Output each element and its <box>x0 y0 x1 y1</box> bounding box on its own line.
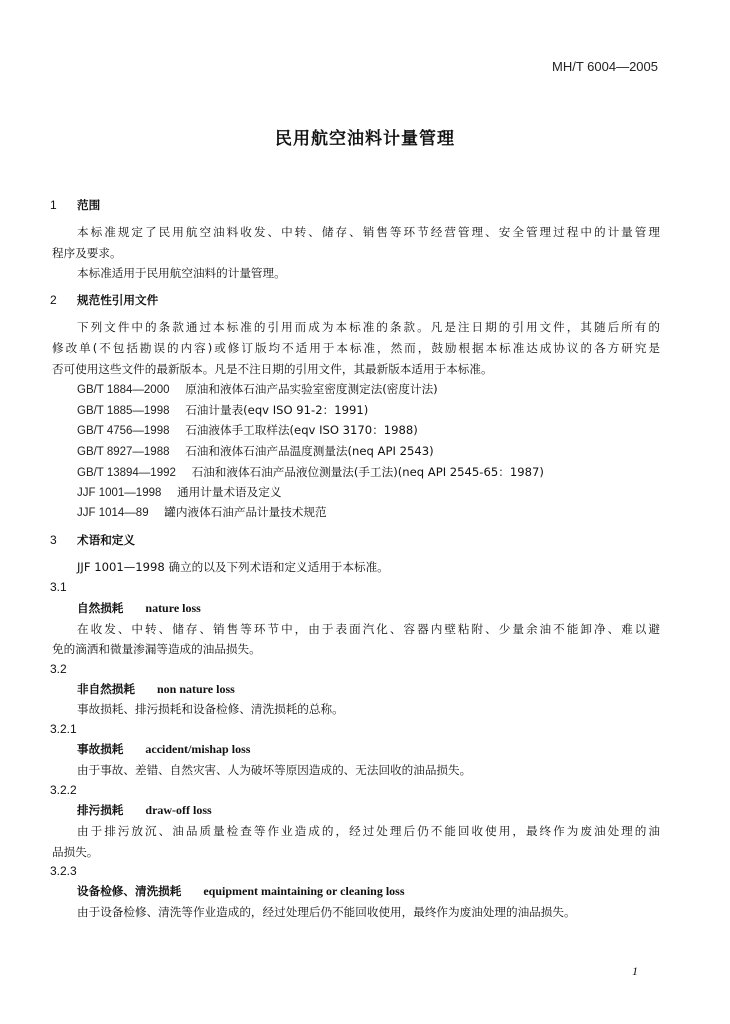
section-3-number: 3 <box>50 533 57 547</box>
section-2-para-line3: 否可使用这些文件的最新版本。凡是不注日期的引用文件，其最新版本适用于本标准。 <box>52 362 493 376</box>
reference-item <box>77 442 434 461</box>
reference-item <box>77 401 368 420</box>
reference-title: 石油液体手工取样法(eqv ISO 3170：1988) <box>185 423 418 437</box>
section-2-para-line2: 修改单(不包括勘误的内容)或修订版均不适用于本标准，然而，鼓励根据本标准达成协议的各方研究是 <box>52 341 660 355</box>
section-2-title: 规范性引用文件 <box>77 293 159 307</box>
term-zh: 事故损耗 <box>77 742 124 756</box>
term-en: equipment maintaining or cleaning loss <box>203 884 405 898</box>
term-3-2-number: 3.2 <box>50 662 67 676</box>
reference-code: GB/T 4756—1998 <box>77 425 170 437</box>
reference-code: GB/T 13894—1992 <box>77 467 176 479</box>
term-3-1-heading <box>77 599 201 617</box>
reference-code: GB/T 1885—1998 <box>77 405 170 417</box>
section-1-para2: 本标准适用于民用航空油料的计量管理。 <box>77 266 286 280</box>
reference-title: 石油和液体石油产品液位测量法(手工法)(neq API 2545-65：1987) <box>191 465 544 479</box>
term-3-2-2-number: 3.2.2 <box>50 783 77 797</box>
term-zh: 设备检修、清洗损耗 <box>77 884 182 898</box>
term-3-2-1-number: 3.2.1 <box>50 722 77 736</box>
term-3-2-heading <box>77 680 235 698</box>
document-title: 民用航空油料计量管理 <box>275 129 455 149</box>
section-1-para1-line2: 程序及要求。 <box>52 246 122 260</box>
page-number: 1 <box>632 964 638 978</box>
term-en: non nature loss <box>156 682 235 696</box>
section-2-para-line1: 下列文件中的条款通过本标准的引用而成为本标准的条款。凡是注日期的引用文件，其随后所有的 <box>77 320 660 334</box>
term-en: draw-off loss <box>145 803 212 817</box>
term-3-2-1-definition: 由于事故、差错、自然灾害、人为破坏等原因造成的、无法回收的油品损失。 <box>77 763 472 777</box>
term-en: accident/mishap loss <box>145 742 251 756</box>
reference-title: 通用计量术语及定义 <box>177 485 282 499</box>
reference-item <box>77 483 281 502</box>
term-zh: 自然损耗 <box>77 601 124 615</box>
section-3-intro: JJF 1001—1998 确立的以及下列术语和定义适用于本标准。 <box>77 560 389 574</box>
reference-code: GB/T 8927—1988 <box>77 446 170 458</box>
term-3-1-number: 3.1 <box>50 580 67 594</box>
section-3-title: 术语和定义 <box>77 533 135 547</box>
reference-item <box>77 463 544 482</box>
term-3-1-definition-line1: 在收发、中转、储存、销售等环节中，由于表面汽化、容器内壁粘附、少量余油不能卸净、难以避 <box>77 622 660 636</box>
term-3-2-2-heading <box>77 801 212 819</box>
standard-code: MH/T 6004—2005 <box>552 59 658 74</box>
term-3-2-3-number: 3.2.3 <box>50 864 77 878</box>
term-zh: 非自然损耗 <box>77 682 135 696</box>
section-1-title: 范围 <box>77 198 101 212</box>
section-1-para1-line1: 本标准规定了民用航空油料收发、中转、储存、销售等环节经营管理、安全管理过程中的计量管理 <box>77 225 660 239</box>
term-3-2-2-definition-line1: 由于排污放沉、油品质量检查等作业造成的，经过处理后仍不能回收使用，最终作为废油处理的油 <box>77 824 660 838</box>
reference-title: 石油和液体石油产品温度测量法(neq API 2543) <box>185 444 434 458</box>
reference-code: JJF 1001—1998 <box>77 487 162 499</box>
term-3-1-definition-line2: 免的滴洒和微量渗漏等造成的油品损失。 <box>52 642 261 656</box>
reference-item <box>77 421 418 440</box>
term-3-2-3-definition: 由于设备检修、清洗等作业造成的，经过处理后仍不能回收使用，最终作为废油处理的油品损失。 <box>77 905 576 919</box>
reference-code: JJF 1014—89 <box>77 507 149 519</box>
term-zh: 排污损耗 <box>77 803 124 817</box>
reference-title: 原油和液体石油产品实验室密度测定法(密度计法) <box>185 382 438 396</box>
section-1-number: 1 <box>50 198 57 212</box>
term-3-2-definition: 事故损耗、排污损耗和设备检修、清洗损耗的总称。 <box>77 702 344 716</box>
reference-title: 罐内液体石油产品计量技术规范 <box>164 505 327 519</box>
reference-title: 石油计量表(eqv ISO 91-2：1991) <box>185 403 369 417</box>
reference-code: GB/T 1884—2000 <box>77 384 170 396</box>
term-3-2-3-heading <box>77 882 405 900</box>
section-2-number: 2 <box>50 293 57 307</box>
term-3-2-2-definition-line2: 品损失。 <box>52 845 99 859</box>
term-en: nature loss <box>145 601 201 615</box>
reference-item <box>77 380 438 399</box>
reference-item <box>77 503 327 522</box>
term-3-2-1-heading <box>77 740 250 758</box>
